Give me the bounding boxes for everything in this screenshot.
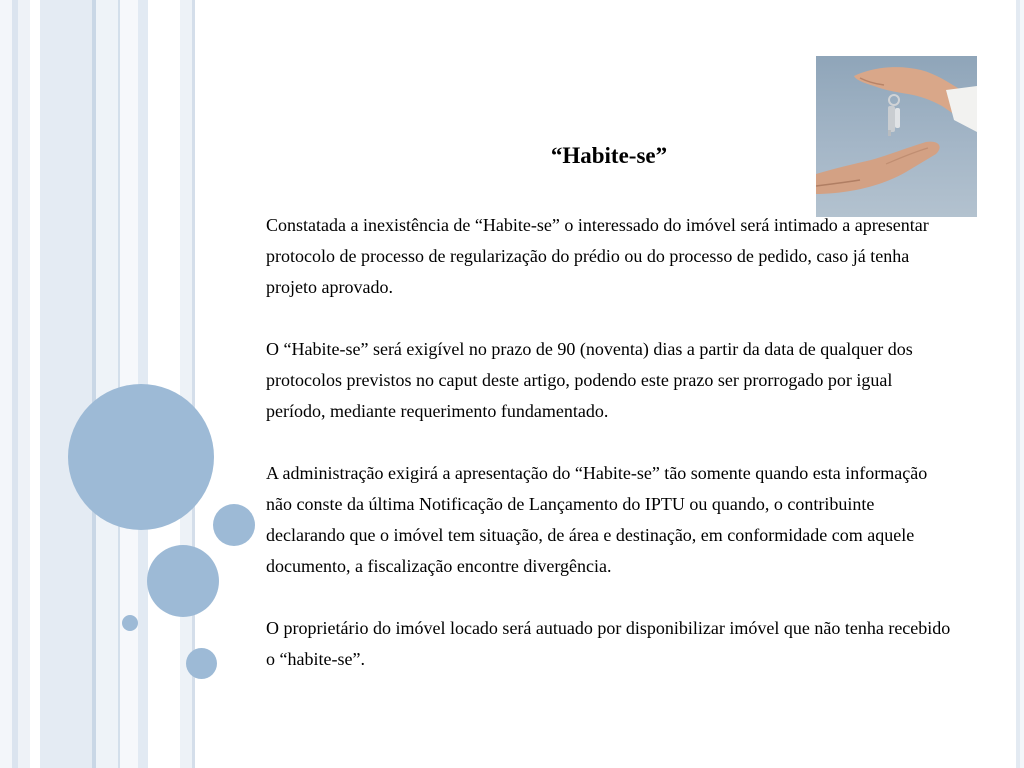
decorative-circle-large xyxy=(68,384,214,530)
paragraph: Constatada a inexistência de “Habite-se” o interessado do imóvel será intimado a apresentar protocolo de processo de regularização do prédio ou do processo de pedido, caso já tenha projeto aprovado. xyxy=(266,215,929,297)
slide-title: “Habite-se” xyxy=(550,143,668,168)
decorative-stripe xyxy=(0,0,12,768)
decorative-circle-tiny xyxy=(122,615,138,631)
paragraph: O “Habite-se” será exigível no prazo de 90 (noventa) dias a partir da data de qualquer dos protocolos previstos no caput deste artigo, podendo este prazo ser prorrogado por igual período, mediante requerimento fundamentado. xyxy=(266,339,913,421)
decorative-stripe-right xyxy=(1020,0,1024,768)
decorative-stripe xyxy=(96,0,118,768)
paragraph: O proprietário do imóvel locado será autuado por disponibilizar imóvel que não tenha recebido o “habite-se”. xyxy=(266,618,951,669)
paragraph: A administração exigirá a apresentação do “Habite-se” tão somente quando esta informação não conste da última Notificação de Lançamento do IPTU ou quando, o contribuinte declarando que o imóvel tem situação, de área e destinação, em conformidade com aquele documento, a fiscalização encontre divergência. xyxy=(266,463,928,576)
decorative-circle-small xyxy=(213,504,255,546)
decorative-circle-small xyxy=(186,648,217,679)
decorative-stripe xyxy=(18,0,30,768)
hand-giving-keys-photo xyxy=(816,56,977,217)
decorative-circle-medium xyxy=(147,545,219,617)
decorative-stripe xyxy=(30,0,40,768)
slide-body xyxy=(266,210,956,706)
decorative-stripe xyxy=(40,0,92,768)
keys-hand-icon xyxy=(816,56,977,217)
